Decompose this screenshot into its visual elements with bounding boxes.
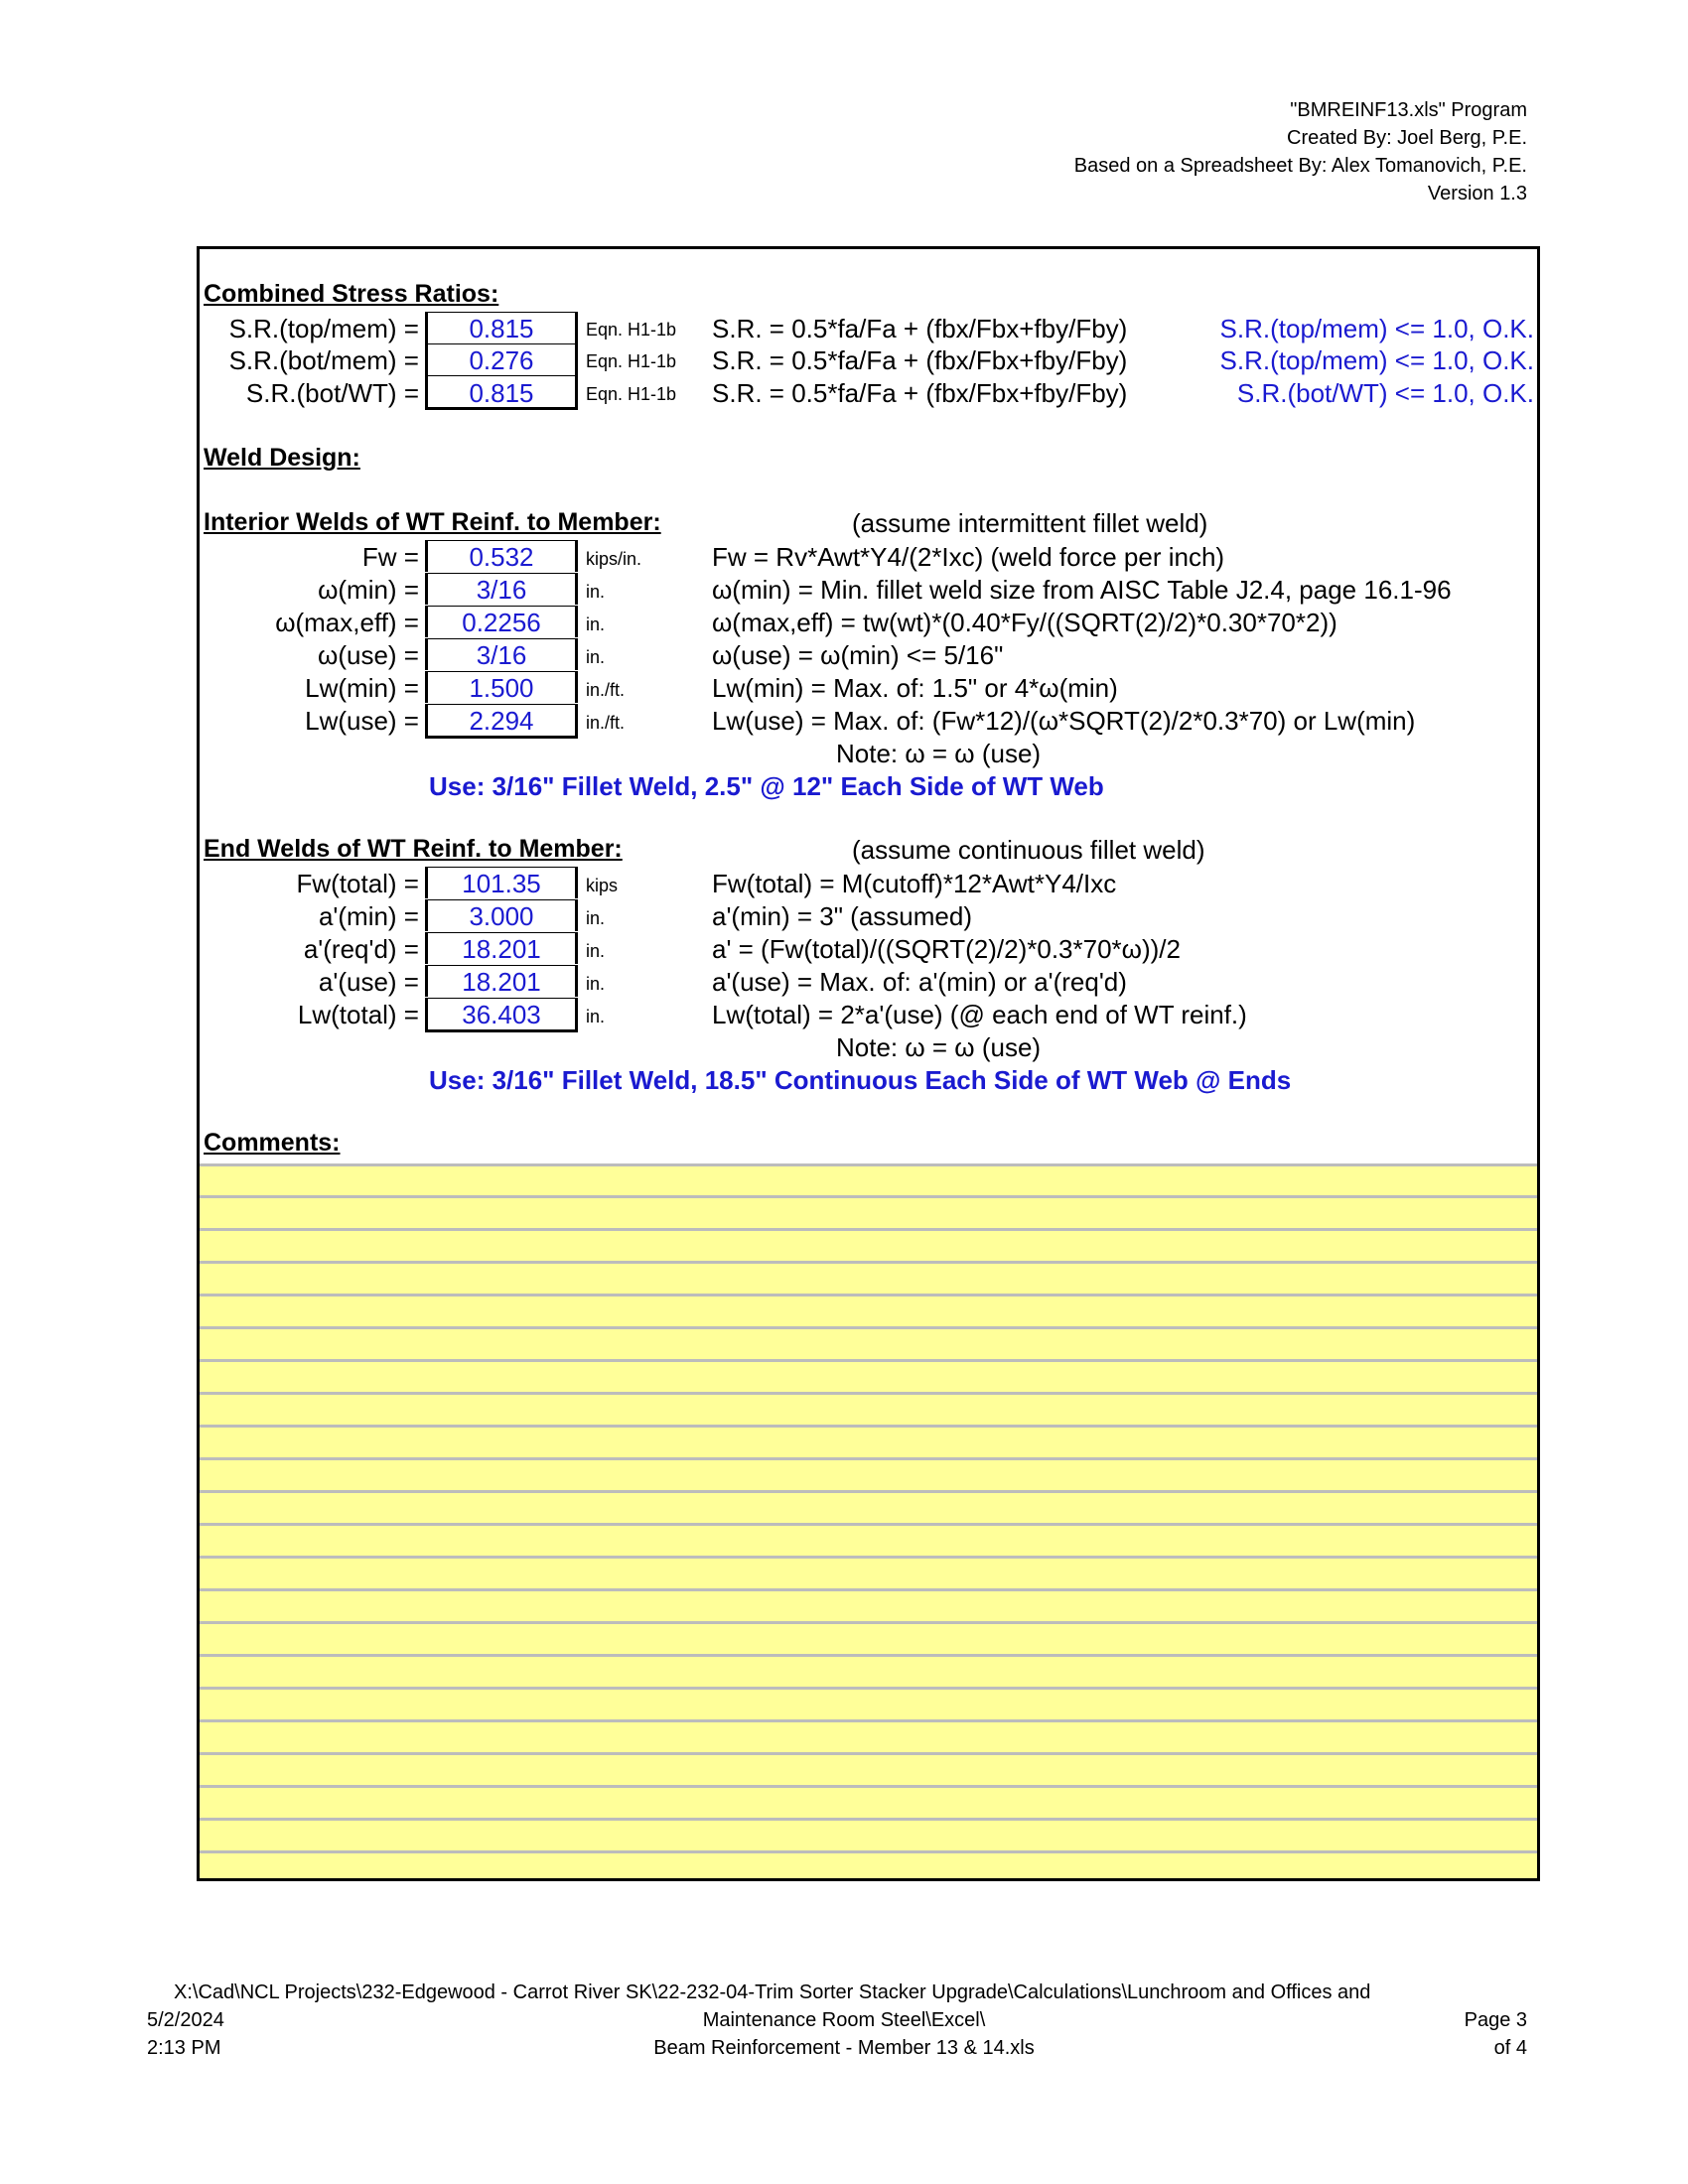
stress-formula: S.R. = 0.5*fa/Fa + (fbx/Fbx+fby/Fby)	[712, 378, 1128, 408]
end-use-result: Use: 3/16" Fillet Weld, 18.5" Continuous Each Side of WT Web @ Ends	[429, 1065, 1292, 1095]
interior-value: 0.532	[469, 542, 534, 572]
end-value: 101.35	[462, 869, 541, 898]
interior-unit: in.	[586, 582, 606, 602]
interior-formula: Fw = Rv*Awt*Y4/(2*Ixc) (weld force per inch)	[712, 542, 1225, 572]
end-formula: a'(min) = 3" (assumed)	[712, 901, 972, 931]
stress-eqn: Eqn. H1-1b	[586, 384, 677, 404]
interior-unit: in.	[586, 647, 606, 667]
interior-formula: ω(max,eff) = tw(wt)*(0.40*Fy/((SQRT(2)/2)*0.30*70*2))	[712, 608, 1337, 637]
stress-label: S.R.(top/mem) =	[228, 314, 419, 343]
end-unit: in.	[586, 908, 606, 928]
weld-section-title: Weld Design:	[204, 444, 360, 472]
interior-label: ω(max,eff) =	[275, 608, 419, 637]
interior-use-result: Use: 3/16" Fillet Weld, 2.5" @ 12" Each Side of WT Web	[429, 771, 1104, 801]
comment-line	[200, 1425, 1537, 1428]
comment-line	[200, 1523, 1537, 1526]
print-time: 2:13 PM	[147, 2037, 221, 2059]
end-note: Note: ω = ω (use)	[836, 1032, 1042, 1062]
comment-line	[200, 1719, 1537, 1722]
stress-eqn: Eqn. H1-1b	[586, 320, 677, 340]
interior-note: Note: ω = ω (use)	[836, 739, 1042, 768]
interior-value: 3/16	[476, 640, 527, 670]
end-assumption: (assume continuous fillet weld)	[852, 835, 1205, 865]
interior-formula: Lw(min) = Max. of: 1.5" or 4*ω(min)	[712, 673, 1118, 703]
stress-check: S.R.(top/mem) <= 1.0, O.K.	[1219, 345, 1534, 375]
stress-value: 0.815	[469, 378, 534, 408]
interior-label: Lw(min) =	[305, 673, 419, 703]
end-label: a'(use) =	[318, 967, 419, 997]
end-value: 18.201	[462, 967, 541, 997]
interior-unit: in./ft.	[586, 680, 626, 700]
interior-label: Lw(use) =	[305, 706, 419, 736]
stress-label: S.R.(bot/mem) =	[228, 345, 419, 375]
program-name: "BMREINF13.xls" Program	[1290, 99, 1527, 121]
interior-value: 3/16	[476, 575, 527, 605]
stress-check: S.R.(bot/WT) <= 1.0, O.K.	[1236, 378, 1534, 408]
print-date: 5/2/2024	[147, 2009, 224, 2031]
comment-line	[200, 1556, 1537, 1559]
end-value: 18.201	[462, 934, 541, 964]
stress-formula: S.R. = 0.5*fa/Fa + (fbx/Fbx+fby/Fby)	[712, 314, 1128, 343]
end-label: Lw(total) =	[297, 1000, 419, 1029]
comment-line	[200, 1294, 1537, 1297]
interior-formula: ω(use) = ω(min) <= 5/16"	[712, 640, 1004, 670]
comment-line	[200, 1818, 1537, 1821]
end-unit: in.	[586, 941, 606, 961]
interior-welds-title: Interior Welds of WT Reinf. to Member:	[204, 508, 661, 536]
page-number: Page 3	[1464, 2009, 1527, 2031]
end-unit: in.	[586, 1007, 606, 1026]
interior-formula: Lw(use) = Max. of: (Fw*12)/(ω*SQRT(2)/2*0.3*70) or Lw(min)	[712, 706, 1416, 736]
comment-line	[200, 1785, 1537, 1788]
comment-line	[200, 1457, 1537, 1460]
comment-line	[200, 1588, 1537, 1591]
comment-line	[200, 1228, 1537, 1231]
interior-unit: in./ft.	[586, 713, 626, 733]
page-count: of 4	[1493, 2037, 1527, 2059]
comment-line	[200, 1621, 1537, 1624]
stress-section-title: Combined Stress Ratios:	[204, 280, 499, 308]
end-formula: Lw(total) = 2*a'(use) (@ each end of WT reinf.)	[712, 1000, 1247, 1029]
comments-area[interactable]	[200, 1163, 1537, 1878]
interior-value: 0.2256	[462, 608, 541, 637]
interior-value: 1.500	[469, 673, 534, 703]
end-formula: Fw(total) = M(cutoff)*12*Awt*Y4/Ixc	[712, 869, 1117, 898]
stress-formula: S.R. = 0.5*fa/Fa + (fbx/Fbx+fby/Fby)	[712, 345, 1128, 375]
interior-unit: kips/in.	[586, 549, 642, 569]
comment-line	[200, 1850, 1537, 1853]
stress-eqn: Eqn. H1-1b	[586, 351, 677, 371]
stress-value: 0.815	[469, 314, 534, 343]
end-unit: in.	[586, 974, 606, 994]
comment-line	[200, 1687, 1537, 1690]
comment-line	[200, 1326, 1537, 1329]
file-path-line2: Maintenance Room Steel\Excel\	[702, 2009, 986, 2031]
end-formula: a' = (Fw(total)/((SQRT(2)/2)*0.3*70*ω))/2	[712, 934, 1181, 964]
stress-value: 0.276	[469, 345, 534, 375]
interior-label: ω(min) =	[318, 575, 419, 605]
end-label: Fw(total) =	[296, 869, 419, 898]
interior-unit: in.	[586, 614, 606, 634]
end-label: a'(min) =	[318, 901, 419, 931]
comment-line	[200, 1654, 1537, 1657]
interior-label: Fw =	[361, 542, 419, 572]
version: Version 1.3	[1427, 183, 1527, 205]
comment-line	[200, 1163, 1537, 1166]
end-welds-title: End Welds of WT Reinf. to Member:	[204, 835, 623, 863]
interior-value: 2.294	[469, 706, 534, 736]
end-value: 36.403	[462, 1000, 541, 1029]
end-formula: a'(use) = Max. of: a'(min) or a'(req'd)	[712, 967, 1127, 997]
comment-line	[200, 1195, 1537, 1198]
comment-line	[200, 1490, 1537, 1493]
file-path-line1: X:\Cad\NCL Projects\232-Edgewood - Carrot River SK\22-232-04-Trim Sorter Stacker Upgrade\Calculations\Lunchroom and Offices and	[174, 1981, 1371, 2003]
based-on: Based on a Spreadsheet By: Alex Tomanovich, P.E.	[1073, 155, 1527, 177]
created-by: Created By: Joel Berg, P.E.	[1287, 127, 1527, 149]
file-name: Beam Reinforcement - Member 13 & 14.xls	[653, 2037, 1035, 2059]
interior-formula: ω(min) = Min. fillet weld size from AISC Table J2.4, page 16.1-96	[712, 575, 1452, 605]
end-label: a'(req'd) =	[303, 934, 419, 964]
end-value: 3.000	[469, 901, 534, 931]
stress-check: S.R.(top/mem) <= 1.0, O.K.	[1219, 314, 1534, 343]
comment-line	[200, 1359, 1537, 1362]
comment-line	[200, 1261, 1537, 1264]
comments-title: Comments:	[204, 1129, 341, 1157]
comment-line	[200, 1392, 1537, 1395]
end-unit: kips	[586, 876, 619, 895]
interior-assumption: (assume intermittent fillet weld)	[852, 508, 1208, 538]
comment-line	[200, 1752, 1537, 1755]
stress-label: S.R.(bot/WT) =	[245, 378, 419, 408]
interior-label: ω(use) =	[318, 640, 419, 670]
